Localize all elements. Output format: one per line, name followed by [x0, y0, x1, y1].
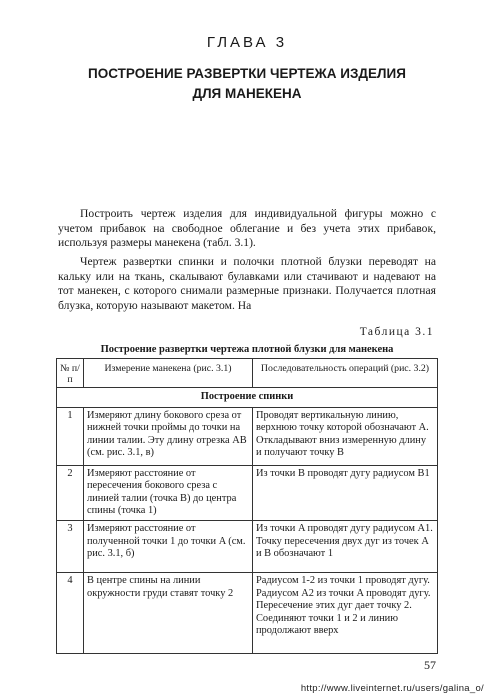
row-sequence: Радиусом 1-2 из точки 1 проводят дугу. Радиусом A2 из точки A проводят дугу. Пересечение этих дуг дает точку 2. Соединяют точки 1 и 2 и линию продолжают вверх	[253, 572, 438, 653]
heading-line-2: ДЛЯ МАНЕКЕНА	[192, 86, 302, 101]
row-measure: Измеряют расстояние от пересечения бокового среза с линией талии (точка B) до центра спины (точка 1)	[84, 465, 253, 520]
row-num: 2	[57, 465, 84, 520]
row-num: 1	[57, 407, 84, 465]
table-header-row	[57, 359, 438, 388]
table-label: Таблица 3.1	[359, 326, 434, 338]
construction-table	[56, 358, 438, 654]
table-row	[57, 520, 438, 572]
row-measure: В центре спины на линии окружности груди ставят точку 2	[84, 572, 253, 653]
header-measure: Измерение манекена (рис. 3.1)	[84, 359, 253, 388]
chapter-title: ГЛАВА 3	[206, 34, 288, 51]
watermark-url: http://www.liveinternet.ru/users/galina_o/	[300, 683, 484, 694]
section-title: Построение спинки	[57, 388, 438, 408]
table-row	[57, 407, 438, 465]
row-num: 4	[57, 572, 84, 653]
paragraph-2: Чертеж развертки спинки и полочки плотной блузки переводят на кальку или на ткань, скалывают булавками или стачивают и надевают на тот манекен, с которого снимали размерные признаки. Получается плотная блузка, которую называют макетом. На	[58, 255, 436, 313]
row-measure: Измеряют расстояние от полученной точки 1 до точки A (см. рис. 3.1, б)	[84, 520, 253, 572]
paragraph-1: Построить чертеж изделия для индивидуальной фигуры можно с учетом прибавок на свободное облегание и без учета этих прибавок, используя размеры манекена (табл. 3.1).	[58, 207, 436, 250]
row-sequence: Из точки A проводят дугу радиусом A1. Точку пересечения двух дуг из точек A и B обозначают 1	[253, 520, 438, 572]
table-caption: Построение развертки чертежа плотной блузки для манекена	[100, 344, 394, 355]
row-measure: Измеряют длину бокового среза от нижней точки проймы до точки на линии талии. Эту длину отрезка AB (см. рис. 3.1, в)	[84, 407, 253, 465]
table-row	[57, 572, 438, 653]
header-sequence: Последовательность операций (рис. 3.2)	[253, 359, 438, 388]
row-sequence: Из точки B проводят дугу радиусом B1	[253, 465, 438, 520]
table-row	[57, 465, 438, 520]
heading-line-1: ПОСТРОЕНИЕ РАЗВЕРТКИ ЧЕРТЕЖА ИЗДЕЛИЯ	[88, 66, 406, 81]
row-sequence: Проводят вертикальную линию, верхнюю точку которой обозначают A. Откладывают вниз измеренную длину и получают точку B	[253, 407, 438, 465]
header-num: № п/п	[57, 359, 84, 388]
page-number: 57	[424, 658, 436, 672]
section-heading	[40, 64, 454, 104]
row-num: 3	[57, 520, 84, 572]
table-section-row	[57, 388, 438, 408]
